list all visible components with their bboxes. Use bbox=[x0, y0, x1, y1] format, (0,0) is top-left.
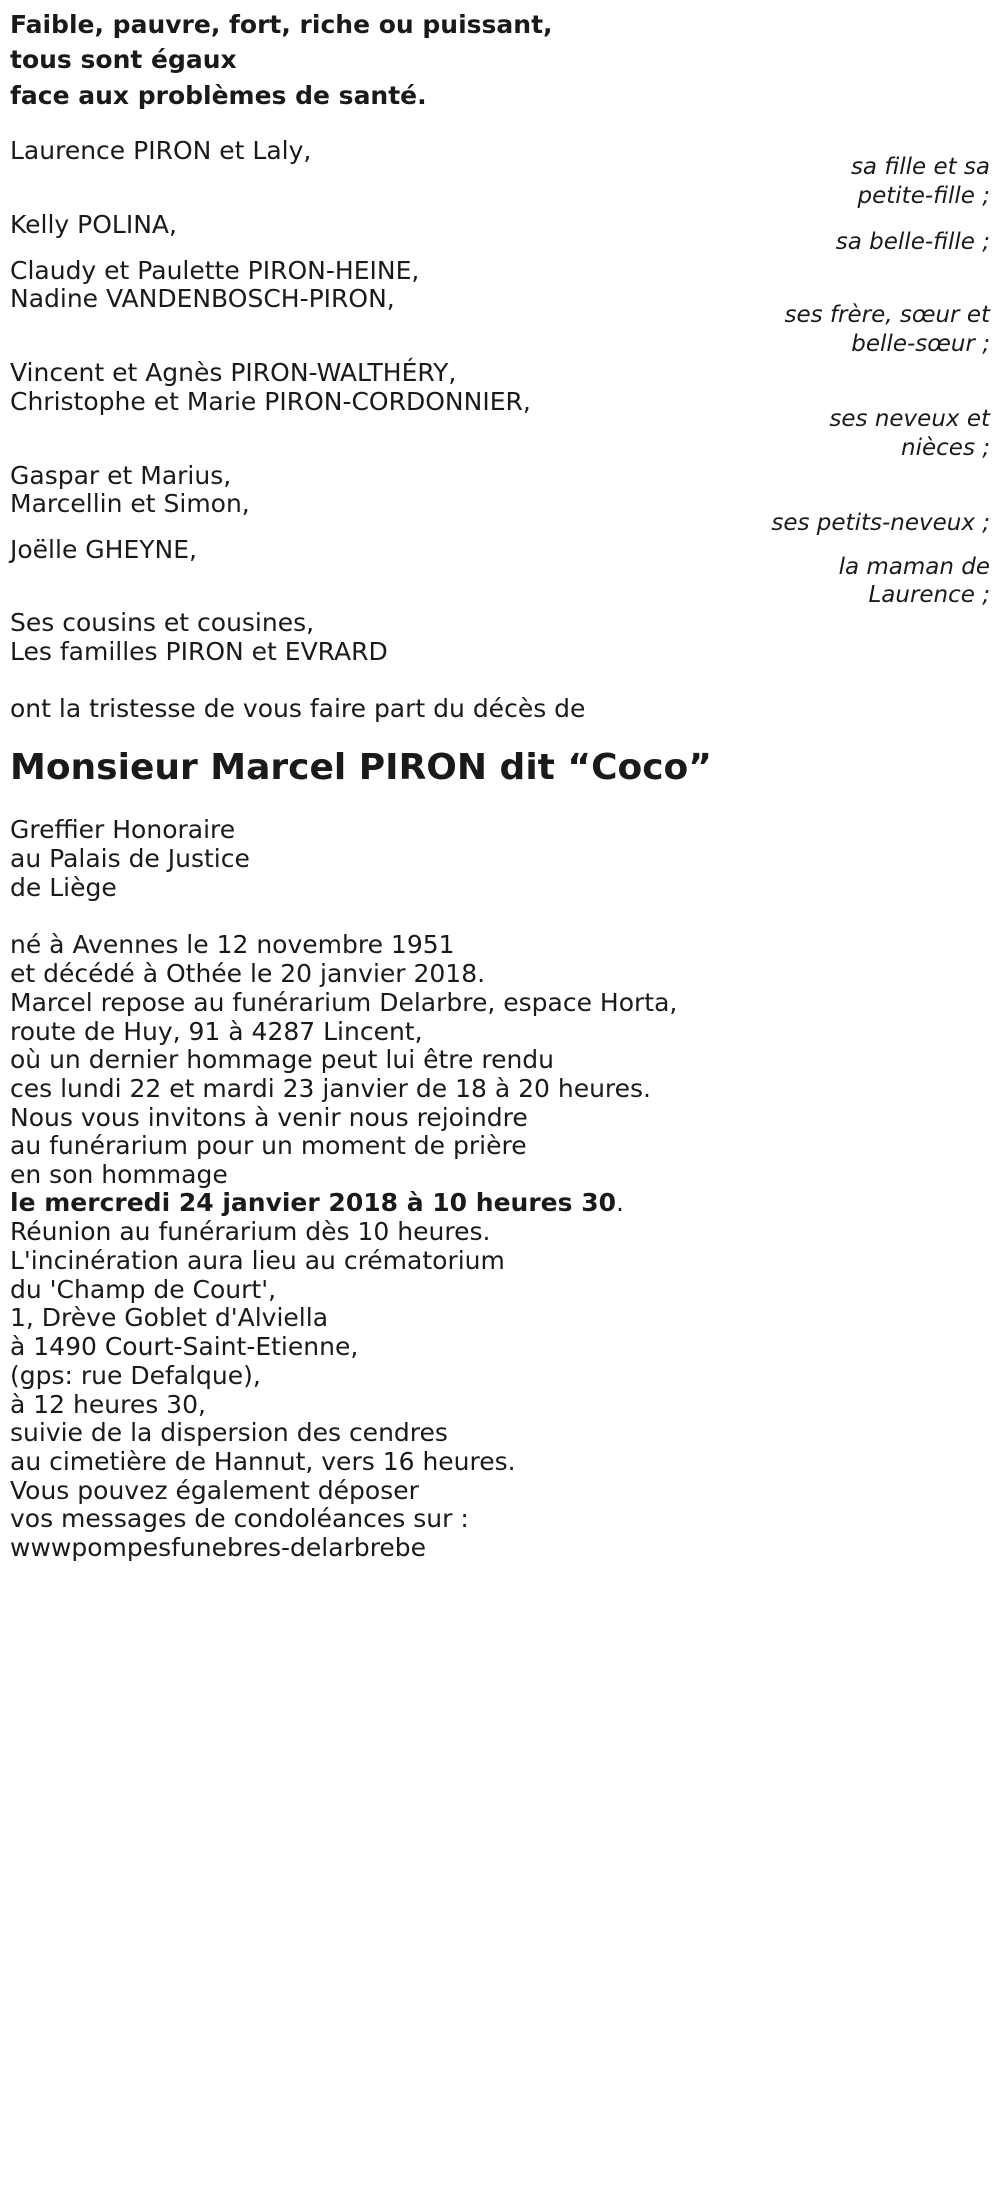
detail-line: Nous vous invitons à venir nous rejoindre bbox=[10, 1103, 528, 1132]
intro-line-1: Faible, pauvre, fort, riche ou puissant, bbox=[10, 10, 553, 39]
detail-line: à 1490 Court-Saint-Etienne, bbox=[10, 1332, 359, 1361]
detail-line: Réunion au funérarium dès 10 heures. bbox=[10, 1217, 491, 1246]
detail-line: (gps: rue Defalque), bbox=[10, 1361, 261, 1390]
detail-line: et décédé à Othée le 20 janvier 2018. bbox=[10, 959, 486, 988]
detail-line: ces lundi 22 et mardi 23 janvier de 18 à 20 heures. bbox=[10, 1074, 652, 1103]
family-others-2: Les familles PIRON et EVRARD bbox=[10, 637, 388, 666]
detail-line: Marcel repose au funérarium Delarbre, espace Horta, bbox=[10, 988, 678, 1017]
relation-joelle-1: la maman de bbox=[838, 554, 990, 580]
detail-line: où un dernier hommage peut lui être rendu bbox=[10, 1045, 555, 1074]
relation-kelly: sa belle-fille ; bbox=[835, 229, 990, 255]
relation-laurence-2: petite-fille ; bbox=[857, 183, 990, 209]
intro-line-3: face aux problèmes de santé. bbox=[10, 81, 427, 110]
relation-grandnephews: ses petits-neveux ; bbox=[771, 510, 990, 536]
profession-line-1: Greffier Honoraire bbox=[10, 815, 236, 844]
detail-line: du 'Champ de Court', bbox=[10, 1275, 277, 1304]
deceased-name: Monsieur Marcel PIRON dit “Coco” bbox=[10, 747, 712, 788]
detail-line: L'incinération aura lieu au crématorium bbox=[10, 1246, 505, 1275]
relation-nephews-1: ses neveux et bbox=[829, 406, 990, 432]
detail-line: route de Huy, 91 à 4287 Lincent, bbox=[10, 1017, 423, 1046]
detail-line: 1, Drève Goblet d'Alviella bbox=[10, 1303, 329, 1332]
family-nephew-1: Vincent et Agnès PIRON-WALTHÉRY, bbox=[10, 358, 457, 387]
family-sibling-2: Nadine VANDENBOSCH-PIRON, bbox=[10, 284, 395, 313]
detail-line: vos messages de condoléances sur : bbox=[10, 1504, 469, 1533]
profession-line-3: de Liège bbox=[10, 873, 117, 902]
detail-line: au cimetière de Hannut, vers 16 heures. bbox=[10, 1447, 516, 1476]
detail-line: suivie de la dispersion des cendres bbox=[10, 1418, 448, 1447]
family-grandnephew-1: Gaspar et Marius, bbox=[10, 461, 232, 490]
relation-siblings-1: ses frère, sœur et bbox=[784, 302, 990, 328]
announcement: ont la tristesse de vous faire part du décès de bbox=[10, 694, 586, 723]
detail-line: en son hommage bbox=[10, 1160, 228, 1189]
family-grandnephew-2: Marcellin et Simon, bbox=[10, 489, 250, 518]
detail-line: Vous pouvez également déposer bbox=[10, 1476, 419, 1505]
detail-line: au funérarium pour un moment de prière bbox=[10, 1131, 527, 1160]
intro-line-2: tous sont égaux bbox=[10, 45, 237, 74]
ceremony-period: . bbox=[615, 1188, 624, 1217]
family-others-1: Ses cousins et cousines, bbox=[10, 608, 315, 637]
relation-nephews-2: nièces ; bbox=[901, 435, 990, 461]
ceremony-date: le mercredi 24 janvier 2018 à 10 heures 30 bbox=[10, 1188, 616, 1217]
relation-laurence-1: sa fille et sa bbox=[850, 154, 990, 180]
detail-line: né à Avennes le 12 novembre 1951 bbox=[10, 930, 455, 959]
website-text: wwwpompesfunebres-delarbrebe bbox=[10, 1533, 427, 1562]
family-sibling-1: Claudy et Paulette PIRON-HEINE, bbox=[10, 256, 420, 285]
family-laurence: Laurence PIRON et Laly, bbox=[10, 136, 312, 165]
family-joelle: Joëlle GHEYNE, bbox=[10, 535, 197, 564]
family-nephew-2: Christophe et Marie PIRON-CORDONNIER, bbox=[10, 387, 531, 416]
family-kelly: Kelly POLINA, bbox=[10, 210, 177, 239]
relation-joelle-2: Laurence ; bbox=[868, 582, 990, 608]
relation-siblings-2: belle-sœur ; bbox=[851, 331, 990, 357]
detail-line: à 12 heures 30, bbox=[10, 1390, 206, 1419]
profession-line-2: au Palais de Justice bbox=[10, 844, 250, 873]
